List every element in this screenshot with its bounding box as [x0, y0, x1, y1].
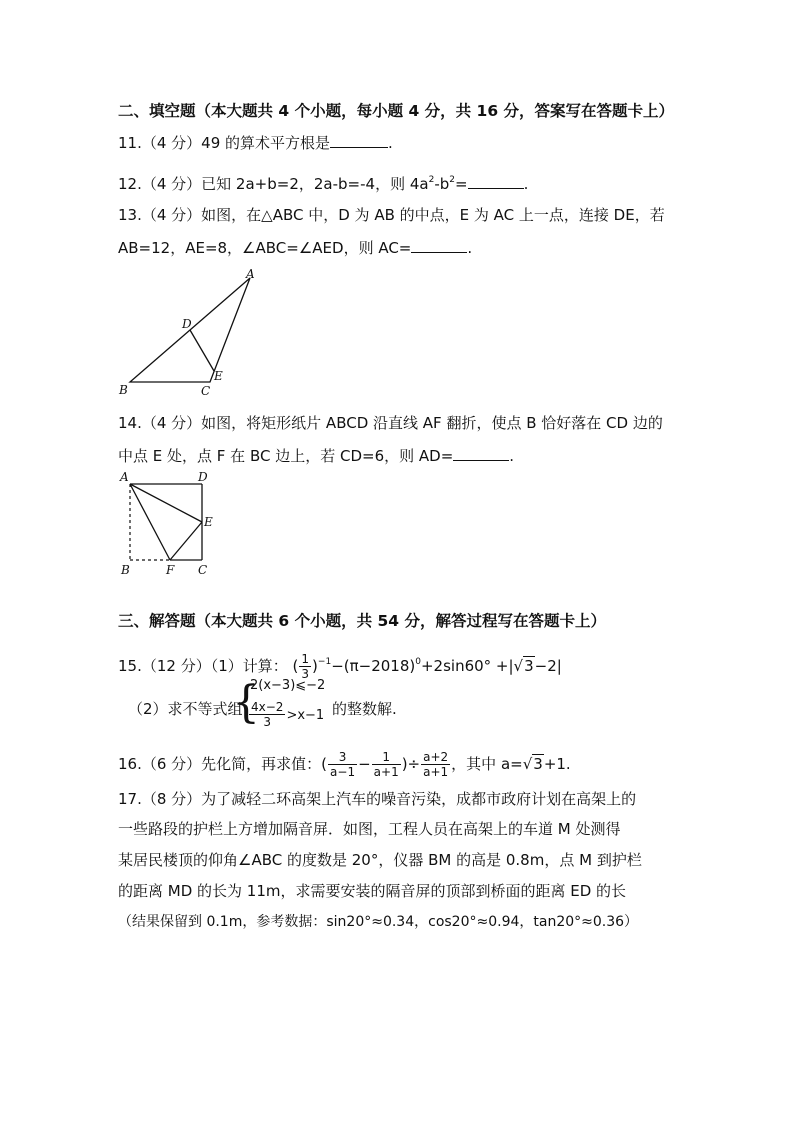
- answer-blank: [453, 446, 509, 461]
- q14-suffix: .: [509, 447, 515, 465]
- inequality-2: [248, 700, 324, 729]
- question-16: [118, 748, 571, 780]
- exp-neg-one: −1: [317, 657, 332, 667]
- q15-text: 15.（12 分）（1）计算：: [118, 657, 288, 675]
- frac-num: 3: [328, 750, 357, 765]
- q12-text: 12.（4 分）已知 2a+b=2，2a-b=-4，则 4a: [118, 175, 429, 193]
- q13-text: AB=12，AE=8，∠ABC=∠AED，则 AC=: [118, 239, 412, 257]
- fraction-1: [328, 750, 357, 779]
- question-15-part-2: [118, 676, 538, 740]
- paren-open: (: [292, 657, 299, 675]
- q15-sub2-suffix: 的整数解.: [332, 700, 397, 718]
- segment-ae: [130, 484, 202, 522]
- frac-num: 1: [301, 652, 310, 666]
- question-13-line-1: 13.（4 分）如图，在△ABC 中，D 为 AB 的中点，E 为 AC 上一点，连接 DE，若: [118, 206, 665, 224]
- ineq2-rest: >x−1: [286, 708, 325, 723]
- sqrt-sign: √: [522, 755, 533, 773]
- question-12: 12.（4 分）已知 2a+b=2，2a-b=-4，则 $4a^2-b^2=$ .: [118, 175, 529, 193]
- frac-den: a−1: [330, 765, 356, 779]
- q12-suffix: .: [523, 175, 529, 193]
- question-14-line-1: 14.（4 分）如图，将矩形纸片 ABCD 沿直线 AF 翻折，使点 B 恰好落在 CD 边的: [118, 414, 663, 432]
- sqrt-sign: √: [513, 657, 524, 675]
- label-e: E: [214, 369, 223, 383]
- q15-mid: −(π−2018): [331, 657, 416, 675]
- question-17-line-1: 17.（8 分）为了减轻二环高架上汽车的噪音污染，成都市政府计划在高架上的: [118, 790, 637, 808]
- sqrt-arg: 3: [524, 657, 534, 675]
- q12-exp-a: 2: [428, 175, 435, 185]
- question-17-line-4: 的距离 MD 的长为 11m，求需要安装的隔音屏的顶部到桥面的距离 ED 的长: [118, 882, 627, 900]
- brace-icon: {: [232, 677, 260, 728]
- q15-rest: +2sin60° +|: [420, 657, 514, 675]
- answer-blank: [330, 133, 388, 148]
- q15-sub2-text: （2）求不等式组: [128, 700, 243, 718]
- q16-end: +1.: [543, 755, 571, 773]
- fraction-3: [421, 750, 450, 779]
- frac-den: 3: [301, 667, 310, 681]
- label-f: F: [166, 563, 175, 577]
- q13-suffix: .: [467, 239, 473, 257]
- ineq-fraction: [249, 700, 285, 729]
- section-3-heading: 三、解答题（本大题共 6 个小题，共 54 分，解答过程写在答题卡上）: [118, 612, 606, 630]
- frac-num: a+2: [423, 750, 449, 764]
- exp-zero: 0: [415, 657, 421, 667]
- inequality-1: 2(x−3)⩽−2: [250, 678, 326, 693]
- segment-ef: [170, 522, 202, 560]
- segment-de: [190, 330, 214, 371]
- question-11: [118, 132, 393, 154]
- label-e: E: [204, 515, 213, 529]
- label-c: C: [198, 563, 208, 577]
- triangle-figure: [110, 266, 270, 401]
- fraction-2: [372, 750, 401, 779]
- answer-blank: [468, 174, 524, 189]
- question-17-line-5: （结果保留到 0.1m，参考数据：sin20°≈0.34，cos20°≈0.94，tan20°≈0.36）: [118, 914, 639, 930]
- paren-close: ): [312, 657, 318, 675]
- label-a: A: [246, 267, 255, 281]
- q16-suffix: ，其中 a=: [451, 755, 523, 773]
- label-d: D: [198, 470, 208, 484]
- frac-den: a+1: [423, 765, 449, 779]
- answer-blank: [411, 238, 467, 253]
- label-b: B: [119, 383, 128, 397]
- frac-num: 4x−2: [251, 700, 284, 714]
- question-14-line-2: [118, 445, 514, 467]
- frac-num: 1: [372, 750, 401, 765]
- q12-mid: -b: [434, 175, 450, 193]
- frac-den: 3: [263, 715, 272, 729]
- section-2-heading: 二、填空题（本大题共 4 个小题，每小题 4 分，共 16 分，答案写在答题卡上）: [118, 102, 675, 120]
- minus-sign: −: [358, 755, 371, 773]
- frac-den: a+1: [373, 765, 399, 779]
- question-13-line-2: [118, 237, 472, 259]
- question-17-line-3: 某居民楼顶的仰角∠ABC 的度数是 20°，仪器 BM 的高是 0.8m，点 M 到护栏: [118, 851, 642, 869]
- question-17-line-2: 一些路段的护栏上方增加隔音屏．如图，工程人员在高架上的车道 M 处测得: [118, 820, 621, 838]
- q15-end: −2|: [534, 657, 562, 675]
- divide-sign: )÷: [401, 755, 421, 773]
- q14-text: 中点 E 处，点 F 在 BC 边上，若 CD=6，则 AD=: [118, 447, 454, 465]
- q11-suffix: .: [388, 134, 393, 152]
- label-d: D: [182, 317, 192, 331]
- label-b: B: [121, 563, 130, 577]
- q11-text: 11.（4 分）49 的算术平方根是: [118, 134, 331, 152]
- q12-exp-b: 2: [449, 175, 455, 185]
- sqrt-arg: 3: [533, 755, 543, 773]
- label-a: A: [120, 470, 129, 484]
- fold-af: [130, 484, 170, 560]
- label-c: C: [201, 384, 211, 398]
- rectangle-figure: [112, 468, 222, 580]
- q16-text: 16.（6 分）先化简，再求值：(: [118, 755, 328, 773]
